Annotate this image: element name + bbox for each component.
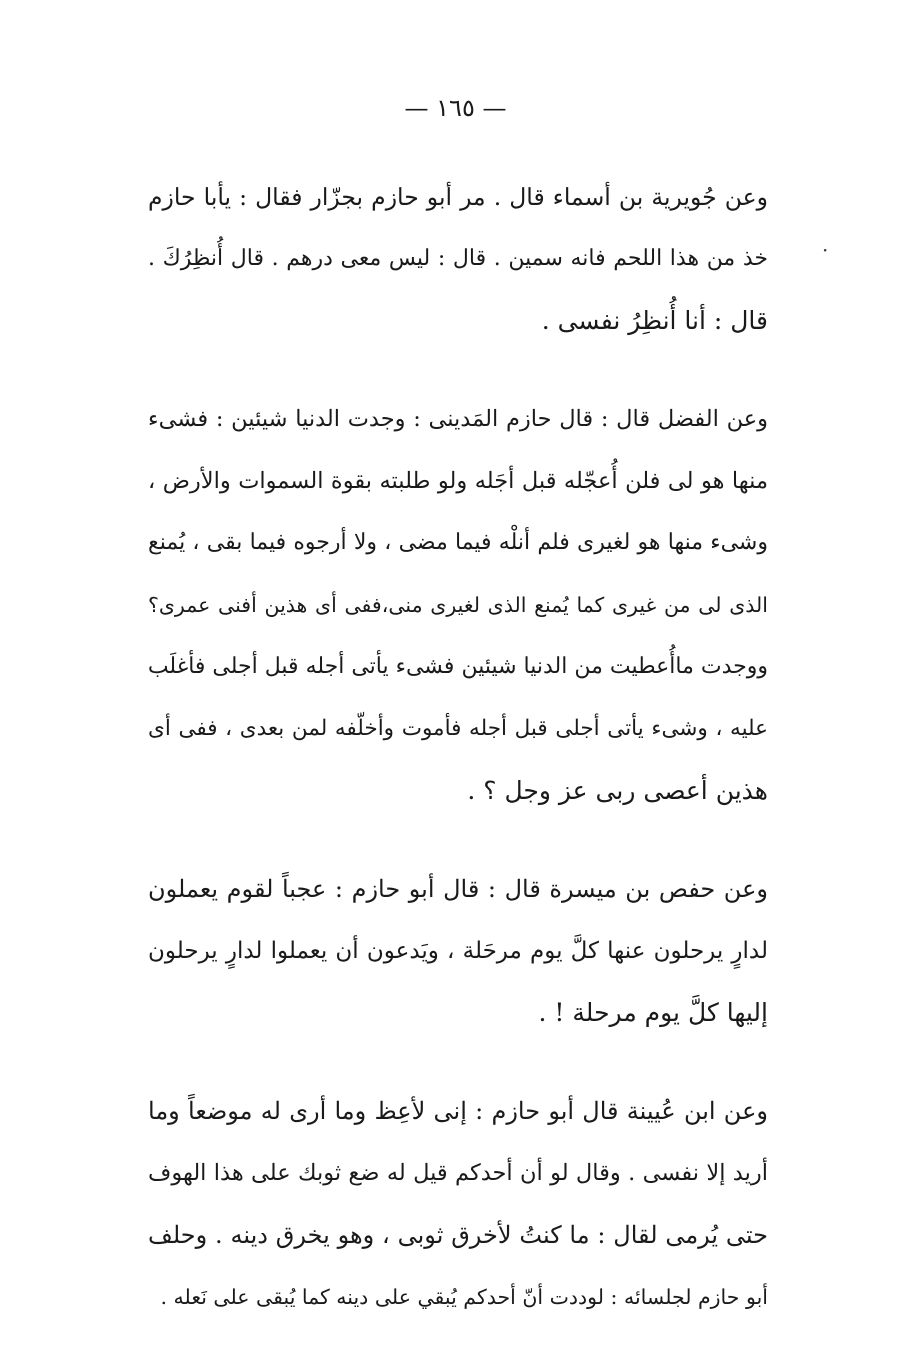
text-line: ووجدت ماأُعطيت من الدنيا شيئين فشىء يأتى أجله قبل أجلى فأغلَب bbox=[147, 654, 768, 679]
paragraph-gap bbox=[148, 822, 768, 858]
margin-mark: · bbox=[822, 238, 829, 262]
paragraph-3 bbox=[148, 858, 768, 1044]
text-line: عليه ، وشىء يأتى أجلى قبل أجله فأموت وأخلّفه لمن بعدى ، ففى أى bbox=[148, 716, 768, 741]
paragraph-2 bbox=[148, 388, 768, 822]
text-line: خذ من هذا اللحم فانه سمين . قال : ليس معى درهم . قال أُنظِرُكَ . bbox=[148, 246, 768, 271]
paragraph-4 bbox=[148, 1080, 768, 1328]
text-line: منها هو لى فلن أُعجّله قبل أجَله ولو طلبته بقوة السموات والأرض ، bbox=[148, 468, 768, 494]
text-line: وعن جُويرية بن أسماء قال . مر أبو حازم بجزّار فقال : يأبا حازم bbox=[148, 183, 768, 211]
page-body bbox=[148, 166, 768, 1328]
text-line: قال : أنا أُنظِرُ نفسى . bbox=[541, 306, 768, 335]
text-line: وعن حفص بن ميسرة قال : قال أبو حازم : عجباً لقوم يعملون bbox=[148, 875, 768, 903]
text-line: أريد إلا نفسى . وقال لو أن أحدكم قيل له ضع ثوبك على هذا الهوف bbox=[148, 1160, 768, 1186]
text-line: هذين أعصى ربى عز وجل ؟ . bbox=[467, 776, 768, 805]
page-number: — ١٦٥ — bbox=[404, 94, 507, 122]
paragraph-gap bbox=[148, 1044, 768, 1080]
text-line: أبو حازم لجلسائه : لوددت أنّ أحدكم يُبقي على دينه كما يُبقى على نَعله . bbox=[160, 1285, 768, 1309]
text-line: حتى يُرمى لقال : ما كنتُ لأخرق ثوبى ، وهو يخرق دينه . وحلف bbox=[148, 1221, 768, 1249]
paragraph-gap bbox=[148, 352, 768, 388]
text-line: وعن الفضل قال : قال حازم المَدينى : وجدت الدنيا شيئين : فشىء bbox=[148, 406, 768, 432]
text-line: الذى لى من غيرى كما يُمنع الذى لغيرى منى،ففى أى هذين أفنى عمرى؟ bbox=[148, 593, 768, 617]
paragraph-1 bbox=[148, 166, 768, 352]
text-line: وعن ابن عُيينة قال أبو حازم : إنى لأعِظ وما أرى له موضعاً وما bbox=[148, 1097, 768, 1125]
text-line: إليها كلَّ يوم مرحلة ! . bbox=[538, 998, 768, 1027]
text-line: لدارٍ يرحلون عنها كلَّ يوم مرحَلة ، ويَدعون أن يعملوا لدارٍ يرحلون bbox=[148, 938, 768, 964]
text-line: وشىء منها هو لغيرى فلم أنلْه فيما مضى ، ولا أرجوه فيما بقى ، يُمنع bbox=[148, 530, 768, 555]
